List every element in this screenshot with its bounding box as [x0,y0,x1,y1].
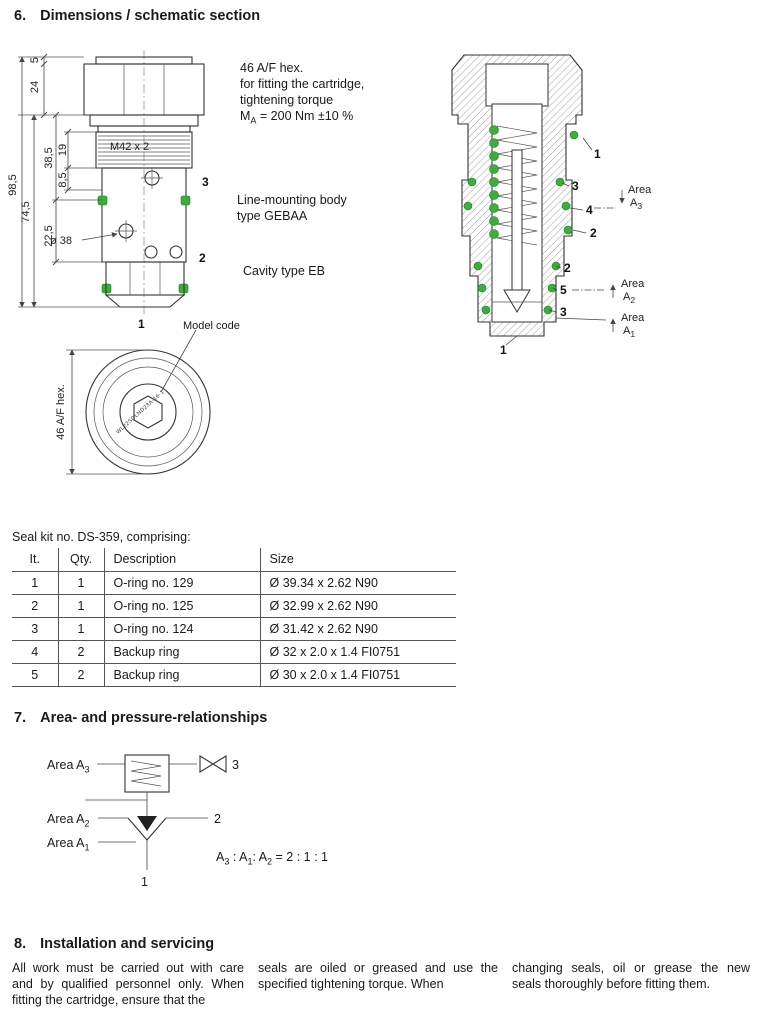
section7-heading-text: Area- and pressure-relationships [40,710,268,726]
cell-description: O-ring no. 129 [104,571,260,594]
cell-size: Ø 32.99 x 2.62 N90 [260,594,456,617]
table-row [12,571,456,594]
area-a3-word: Area [628,184,652,196]
hex-note-line1: 46 A/F hex. [240,61,304,75]
section7-title [14,710,267,726]
dim-5: 5 [29,56,41,64]
cell-it: 1 [12,571,58,594]
model-code-engraving: WL22SDLND23A-16-1 [115,389,166,436]
bottom-view-drawing [55,330,210,474]
cell-it: 4 [12,640,58,663]
seal-kit-intro: Seal kit no. DS-359, comprising: [12,530,191,544]
section8-number: 8. [14,936,27,952]
throttle-symbol-right [213,756,226,772]
installation-text-col3: changing seals, oil or grease the new seals thoroughly before fitting them. [512,961,750,991]
cell-it: 3 [12,617,58,640]
thread-label: M42 x 2 [110,141,150,153]
section6-heading-text: Dimensions / schematic section [40,8,261,24]
header-it: It. [12,548,58,571]
table-row [12,640,456,663]
poppet-stem [512,150,522,290]
area-a1-label: Area $A_1$ [47,836,90,853]
callout-2-upper: 2 [590,226,597,240]
symbol-port-3: 3 [232,758,239,772]
area-a2-symbol: $A_2$ [623,291,636,305]
cell-qty: 1 [58,594,104,617]
hex-note-line2: for fitting the cartridge, [240,77,365,91]
right-section-drawing [452,55,652,357]
area-a1-word: Area [621,312,645,324]
port-1-label: 1 [138,317,145,331]
callout-3-lower: 3 [560,305,567,319]
line-mounting-line1: Line-mounting body [237,193,347,207]
area-a3-symbol: $A_3$ [630,197,643,211]
line-mounting-note [237,192,347,224]
left-cartridge-drawing [7,50,209,331]
area-a2-word: Area [621,278,645,290]
dim-8-5: 8,5 [57,172,69,188]
dim-74-5: 74,5 [20,201,32,223]
table-row [12,617,456,640]
dim-98-5: 98,5 [7,174,19,196]
poppet-symbol [137,816,157,831]
dim-dia38: ø 38 [50,235,73,247]
cell-description: Backup ring [104,663,260,686]
header-size: Size [260,548,456,571]
section7-number: 7. [14,710,27,726]
torque-value: $M_A = 200$ Nm ±10 % [240,109,354,126]
port-2-label: 2 [199,251,206,265]
model-code-label: Model code [183,320,240,332]
dim-46-afhex: 46 A/F hex. [55,384,67,440]
extension-lines [18,57,120,307]
callout-2-lower: 2 [564,261,571,275]
installation-text-col2: seals are oiled or greased and use the specified tightening torque. When [258,961,498,991]
installation-text-col1: All work must be carried out with care and by qualified personnel only. When fitting the cartridge, ensure that the [12,961,244,1007]
cell-size: Ø 31.42 x 2.62 N90 [260,617,456,640]
cell-size: Ø 39.34 x 2.62 N90 [260,571,456,594]
port-3-label: 3 [202,175,209,189]
schematic-drawings [0,40,760,510]
spring-symbol [131,761,161,786]
symbol-port-1: 1 [141,875,148,889]
cell-size: Ø 32 x 2.0 x 1.4 FI0751 [260,640,456,663]
section6-number: 6. [14,8,27,24]
section8-title [14,936,214,952]
throttle-symbol-left [200,756,213,772]
callout-1-bottom: 1 [500,343,507,357]
line-mounting-line2: type GEBAA [237,209,308,223]
section6-title [14,8,260,24]
cavity-note: Cavity type EB [243,264,325,278]
table-row [12,594,456,617]
cell-qty: 2 [58,640,104,663]
callout-4: 4 [586,203,593,217]
area-a1-symbol: $A_1$ [623,325,636,339]
header-description: Description [104,548,260,571]
callout-3-upper: 3 [572,179,579,193]
cell-it: 2 [12,594,58,617]
cell-qty: 1 [58,617,104,640]
cell-size: Ø 30 x 2.0 x 1.4 FI0751 [260,663,456,686]
cell-qty: 2 [58,663,104,686]
callout-5: 5 [560,283,567,297]
table-header-row [12,548,456,571]
area-a2-label: Area $A_2$ [47,812,90,829]
hex-note-line3: tightening torque [240,93,334,107]
dim-22-5: 22,5 [43,225,55,247]
cell-description: O-ring no. 124 [104,617,260,640]
table-row [12,663,456,686]
hex-torque-note [240,60,364,129]
callout-1-top: 1 [594,147,601,161]
cell-qty: 1 [58,571,104,594]
header-qty: Qty. [58,548,104,571]
dim-19: 19 [57,143,69,157]
section8-heading-text: Installation and servicing [40,936,215,952]
dim-24: 24 [29,80,41,94]
area-ratio-formula: $A_3$ : $A_1$: $A_2 = 2$ : 1 : 1 [216,850,329,867]
symbol-port-2: 2 [214,812,221,826]
port-2-hole [145,246,157,258]
cell-description: O-ring no. 125 [104,594,260,617]
cell-it: 5 [12,663,58,686]
cell-description: Backup ring [104,640,260,663]
area-a3-label: Area $A_3$ [47,758,90,775]
seal-kit-table [12,548,456,687]
dim-38-5: 38,5 [43,147,55,169]
